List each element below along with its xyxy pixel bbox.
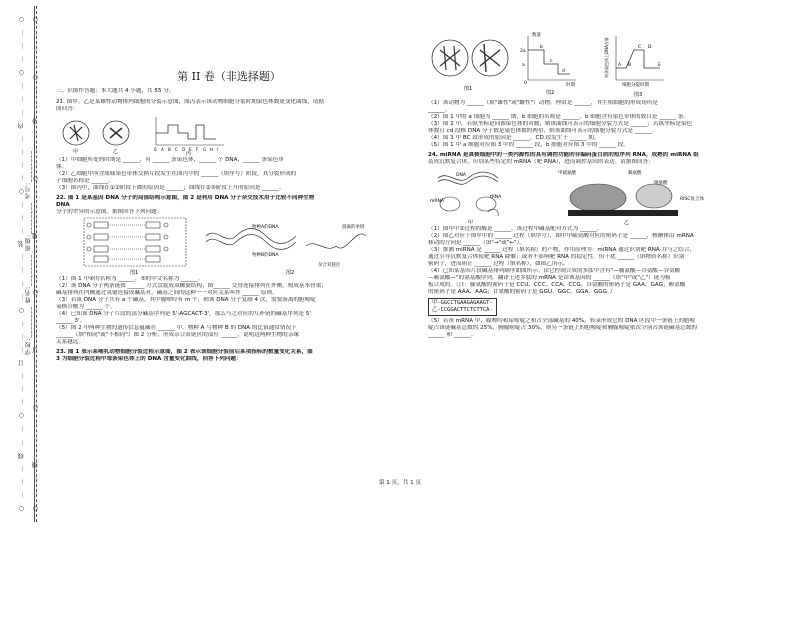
- binding-mark: …: [17, 346, 25, 353]
- q21-figure-svg: [56, 113, 402, 157]
- q24-stem: 24. miRNA 是真核细胞中的一类内源性的具有调控功能的非编码蛋白质的短序列 RNA，成熟的 miRNA 组: [428, 152, 699, 158]
- binding-mark: …: [17, 439, 25, 446]
- binding-mark: …: [31, 390, 39, 397]
- left-column: [56, 0, 402, 520]
- binding-mark: 订: [31, 347, 39, 354]
- figure-annotation: 甲硫氨酸: [558, 171, 576, 176]
- graph-point-label: d: [562, 69, 565, 74]
- q23-questions: [428, 100, 774, 149]
- binding-mark: …: [31, 131, 39, 138]
- q22-q3b: 氧核苷酸为 ______ 个。: [56, 304, 116, 310]
- binding-mark: ○: [17, 306, 25, 314]
- axis-label: 每条染色体上DNA含量: [604, 37, 609, 78]
- axis-label: 细胞分裂时期: [622, 83, 649, 88]
- binding-mark: 内: [17, 122, 25, 129]
- q22-q5: （5）图 2 中两种生物的遗传信息蕴藏在 ______ 中。物种 A 与物种 B 的 DNA 的比值通常情况下: [56, 325, 297, 331]
- binding-mark: …: [31, 204, 39, 211]
- q22-q4: （4）已知该 DNA 分子片段的部分碱基序列是 5'-AGCACT-3'，那么与之对应的互补链的碱基序列是 5': [56, 311, 312, 317]
- q23-stem-2: 3 为细胞分裂过程中每条染色体上的 DNA 含量变化曲线，回答下列问题：: [56, 356, 242, 362]
- binding-mark: …: [17, 465, 25, 472]
- sequence-strand-a: 甲-GGCCTGAAGAGAAGT-: [432, 300, 493, 306]
- binding-mark: …: [17, 333, 25, 340]
- binding-mark: ○: [17, 16, 25, 23]
- binding-mark: …: [31, 160, 39, 167]
- figure-annotation: 乙: [624, 220, 630, 226]
- binding-mark: …: [17, 135, 25, 142]
- binding-mark: …: [17, 96, 25, 103]
- figure-annotation: 游离的单链: [342, 225, 365, 230]
- binding-mark: …: [17, 426, 25, 433]
- q24-figure-svg: [428, 166, 774, 226]
- graph-tick-label: A: [161, 147, 164, 152]
- figure-annotation: 物种A的DNA: [252, 225, 279, 230]
- q22-q5c: 关系越远。: [56, 339, 84, 345]
- graph-tick-label: 时期: [566, 83, 575, 88]
- binding-mark: 线: [17, 452, 25, 459]
- graph-tick-label: 2a: [520, 49, 526, 54]
- graph-point-label: A: [618, 63, 622, 68]
- binding-mark: 外: [31, 117, 39, 124]
- question-line: （1）该动物为 ______（填"雄性"或"雌性"）动物，理由是 ______，其生殖细胞的形成场所是: [428, 100, 658, 106]
- fig-label: 甲: [73, 149, 79, 155]
- q24-q5: [428, 318, 774, 339]
- binding-mark: …: [17, 30, 25, 37]
- figure-annotation: mRNA: [430, 199, 444, 204]
- graph-point-label: c: [550, 59, 553, 64]
- binding-mark: ○: [17, 412, 25, 420]
- binding-mark: …: [17, 161, 25, 168]
- question-line: （5）若该 mRNA 中，腺嘌呤和尿嘧啶之和占全部碱基的 40%，转录形成它的 DNA 区段中一条链上的胞嘧: [428, 318, 696, 324]
- fig-label: 图1: [464, 86, 473, 92]
- binding-mark: …: [17, 373, 25, 380]
- binding-mark: …: [17, 215, 25, 222]
- binding-mark: …: [17, 478, 25, 485]
- binding-mark: ○: [31, 174, 39, 182]
- axis-label: 数量: [532, 33, 541, 38]
- fig-label: 图3: [634, 92, 643, 98]
- binding-mark: …: [17, 228, 25, 235]
- graph-tick-label: 0: [154, 147, 157, 152]
- q21-stem-2: 图回答：: [56, 106, 79, 112]
- student-info: 学校:________ 姓名:________ 班级:________ 考号:________: [25, 150, 32, 355]
- binding-mark: …: [17, 83, 25, 90]
- question-line: 的密码子是 AAA、AAG；甘氨酸的密码子是 GGU、GGC、GGA、GGG。）: [428, 289, 616, 295]
- binding-mark: …: [31, 490, 39, 497]
- sequence-strand-b: 乙-CCGGACTTCTCTTCA-: [432, 307, 493, 313]
- figure-annotation: RISC复合体: [680, 197, 704, 202]
- binding-mark: …: [31, 89, 39, 96]
- graph-point-label: B: [628, 63, 632, 68]
- graph-point-label: E: [658, 63, 661, 68]
- question-line: ______。: [428, 107, 451, 113]
- exam-page: [56, 0, 790, 520]
- graph-point-label: b: [540, 45, 543, 50]
- q22-q3: （3）若该 DNA 分子共有 a 个碱基，其中腺嘌呤有 m 个，则该 DNA 分子复制 4 次，需要游离的胞嘧啶: [56, 297, 316, 303]
- q21-q2b: 子细胞名称是 ______。: [56, 178, 114, 184]
- binding-mark: ○: [17, 69, 25, 77]
- graph-tick-label: E: [189, 147, 192, 152]
- binding-mark: ○: [17, 188, 25, 196]
- q23-stem: 23. 图 1 表示某哺乳动物细胞分裂过程示意图，图 2 表示该细胞分裂前后某项指标的数量变化关系，图: [56, 349, 313, 355]
- page-footer: 第 1 页，共 1 页: [378, 480, 422, 486]
- figure-annotation: 物种B的DNA: [252, 253, 279, 258]
- binding-mark: …: [31, 260, 39, 267]
- binding-mark: …: [17, 254, 25, 261]
- fig-label: 图2: [546, 90, 555, 96]
- question-line: （4）已知某基因片段碱基排列顺序如图所示。由它控制合成的多肽中含有"—脯氨酸—谷氨酸—谷氨酸: [428, 268, 681, 274]
- question-line: 啶占该链碱基总数的 25%，胸腺嘧啶占 30%，则另一条链上的胞嘧啶和胸腺嘧啶依次分别占该链碱基总数的: [428, 325, 697, 331]
- binding-mark: …: [31, 45, 39, 52]
- binding-mark: …: [17, 56, 25, 63]
- q23-figure-svg: [428, 28, 774, 100]
- q22-stem-2: DNA: [56, 202, 70, 208]
- question-line: 移动的方向是 ______（填"→"或"←"）。: [428, 240, 525, 246]
- fig-label: 乙: [113, 149, 119, 155]
- binding-mark: …: [17, 280, 25, 287]
- q21-stem: 21. 图甲、乙是某雄性动物体内细胞的分裂示意图，图丙表示该动物细胞分裂时期染色体数量变化曲线，请据: [56, 99, 324, 105]
- binding-mark: 订: [17, 360, 25, 367]
- binding-mark: ○: [31, 404, 39, 412]
- dna-sequence-box: [428, 298, 774, 316]
- binding-mark: …: [17, 399, 25, 406]
- binding-mark: …: [17, 491, 25, 498]
- q21-figures: [56, 113, 402, 157]
- question-line: （5）图 1 中 a 细胞对应图 3 中的 ______ 段，b 细胞对应图 3 中的 ______ 段。: [428, 142, 629, 148]
- q21-q3: （3）图丙中，曲线在①②阶段下降的原因是 ______；曲线在②③阶段上升的原因是 ______。: [56, 185, 285, 191]
- binding-mark: …: [31, 304, 39, 311]
- binding-mark: …: [17, 174, 25, 181]
- right-column: [428, 0, 774, 520]
- q22-figures: [56, 216, 402, 276]
- binding-mark: ○: [31, 289, 39, 297]
- binding-mark: 线: [31, 462, 39, 469]
- q24-questions: [428, 226, 774, 296]
- question-line: 体数且 cd 段核 DNA 分子数是染色体数的两倍，则该曲线可表示的细胞分裂方式是 ______。: [428, 128, 658, 134]
- figure-annotation: DNA: [456, 173, 466, 178]
- figure-annotation: 甲: [468, 220, 474, 226]
- binding-mark: …: [31, 146, 39, 153]
- figure-annotation: tRNA: [490, 195, 502, 200]
- binding-mark: ○: [31, 73, 39, 81]
- binding-mark: 装: [17, 241, 25, 248]
- binding-mark: …: [31, 318, 39, 325]
- graph-tick-label: D: [182, 147, 186, 152]
- binding-mark: …: [17, 202, 25, 209]
- graph-tick-label: H: [210, 147, 214, 152]
- q22-q5b: ______（填"相同"或"不相同"）图 2 分析，形成杂合双链区的部位 ______，说明这两种生物的亲缘: [56, 332, 299, 338]
- binding-mark: …: [17, 293, 25, 300]
- fig-label: 丙: [186, 151, 192, 157]
- binding-mark: …: [31, 433, 39, 440]
- graph-tick-label: C: [175, 147, 178, 152]
- question-line: ______ 和 ______。: [428, 332, 477, 338]
- binding-mark: …: [31, 189, 39, 196]
- figure-annotation: 缬氨酸: [654, 181, 668, 186]
- figure-annotation: 赖氨酸: [628, 171, 642, 176]
- binding-mark: ○: [31, 504, 39, 512]
- q22-q1: （1）图 1 中④的名称为 ______，⑤的中文名称为 ______。: [56, 276, 204, 282]
- question-line: 通过引导沉默复合体使靶 RNA 降解；或者不影响靶 RNA 的稳定性，但干扰 ______（填物质名称）识别: [428, 254, 685, 260]
- graph-point-label: C: [638, 45, 642, 50]
- binding-mark: …: [31, 476, 39, 483]
- binding-mark: …: [31, 419, 39, 426]
- binding-mark: …: [17, 320, 25, 327]
- question-line: 密码子，进而阻止 ______ 过程（填名称），如图乙所示。: [428, 261, 569, 267]
- q22-figure-svg: [56, 216, 402, 276]
- q22-q2b: 碱基排列在内侧通过氢键连接成碱基对，碱基之间的这种一一对应关系叫作 ______ 原则。: [56, 290, 278, 296]
- binding-mark: …: [31, 448, 39, 455]
- binding-mark: ○: [17, 504, 25, 512]
- fig-label: 图2: [286, 270, 295, 276]
- binding-mark: …: [31, 375, 39, 382]
- graph-tick-label: F: [196, 147, 199, 152]
- q21-q1: （1）甲细胞所处的时期是 ______，有 ______ 条染色体，______ 个 DNA，______ 条染色单: [56, 157, 284, 163]
- q21-q1b: 体。: [56, 164, 68, 170]
- binding-mark: …: [31, 31, 39, 38]
- binding-mark: ○: [31, 16, 39, 23]
- section-heading: 三、识图作答题：本大题共 4 小题，共 55 分。: [56, 88, 175, 94]
- question-line: （2）图乙对应于图甲中的 ______ 过程（填序号），图中甲硫氨酸对应的密码子是 ______，核糖体沿 mRNA: [428, 233, 694, 239]
- graph-tick-label: G: [203, 147, 207, 152]
- q22-q2: （2）该 DNA 分子两条链按 ______ 方式盘旋成双螺旋结构；图______ 交替连接排列在外侧，构成基本骨架；: [56, 283, 327, 289]
- binding-mark: …: [17, 43, 25, 50]
- part-title: 第 II 卷（非选择题）: [177, 70, 281, 83]
- binding-mark: …: [17, 148, 25, 155]
- binding-mark: …: [31, 246, 39, 253]
- cut-line: [36, 6, 37, 522]
- question-line: （1）图甲中②过程的酶是 ______，该过程中碱基配对方式为 ______。: [428, 226, 603, 232]
- graph-point-label: D: [648, 45, 652, 50]
- binding-mark: …: [17, 267, 25, 274]
- binding-mark: …: [17, 386, 25, 393]
- binding-mark: …: [31, 103, 39, 110]
- question-line: —赖氨酸—"的氨基酸序列。翻译上述多肽的 mRNA 是由该基因的 ______（填"甲"或"乙"）链为模: [428, 275, 671, 281]
- binding-mark: …: [31, 218, 39, 225]
- graph-tick-label: a: [522, 63, 525, 68]
- question-line: （2）图 1 中的 a 细胞为 ______ 期，b 细胞的名称是 ______，b 细胞含有染色单体的数目是 ______ 条。: [428, 114, 689, 120]
- binding-mark: …: [31, 275, 39, 282]
- q23-figures: [428, 28, 774, 100]
- q24-stem-2: 装成沉默复合体，识别某些特定的 mRNA（靶 RNA），进而调控基因的表达。请据图回答：: [428, 159, 654, 165]
- q24-figures: [428, 166, 774, 226]
- graph-tick-label: B: [168, 147, 171, 152]
- q22-q4b: ______ 3'。: [56, 318, 86, 324]
- binding-mark: …: [31, 59, 39, 66]
- q22-stem-3: 分子的差异的示意图。据图回答下列问题：: [56, 209, 163, 215]
- q21-q2: （2）乙细胞中所含姐妹染色单体交换片段发生在图丙中的 ______（填序号）阶段，其分裂形成的: [56, 171, 297, 177]
- fig-label: 图1: [130, 270, 139, 276]
- question-line: 板合成的。（注：脯氨酸的密码子是 CCU、CCC、CCA、CCG；谷氨酸的密码子是 GAA、GAG；赖氨酸: [428, 282, 686, 288]
- question-line: （3）图 2 中，若纵坐标是同源染色体的对数，则该曲线可表示的细胞分裂方式是 ______；若纵坐标是染色: [428, 121, 693, 127]
- graph-tick-label: 0: [524, 81, 527, 86]
- graph-tick-label: I: [217, 147, 219, 152]
- q22-stem: 22. 图 1 是某基因 DNA 分子的局部结构示意图，图 2 是利用 DNA 分子杂交技术用于比较不同种生物: [56, 195, 315, 201]
- binding-mark: …: [17, 109, 25, 116]
- binding-mark: …: [31, 333, 39, 340]
- question-line: （4）图 3 中 BC 段形成的原因是 ______，CD 段发生于 ______ 期。: [428, 135, 600, 141]
- figure-annotation: 杂合双链区: [318, 263, 341, 268]
- binding-mark: …: [31, 361, 39, 368]
- binding-mark: 装: [31, 232, 39, 239]
- question-line: （3）推测 miRNA 是 ______ 过程（填名称）的产物，作用原理为：miRNA 通过识别靶 RNA 并与之结合，: [428, 247, 696, 253]
